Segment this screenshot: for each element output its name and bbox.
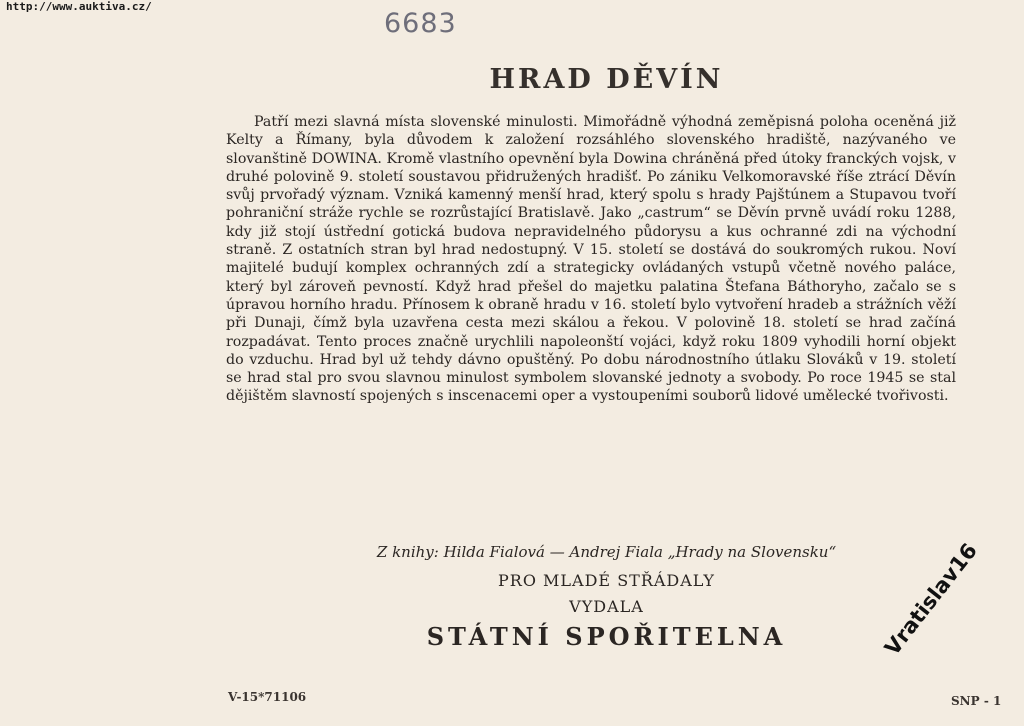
publisher-line-2: VYDALA: [569, 597, 644, 616]
seller-watermark: Vratislav16: [880, 538, 982, 660]
handwritten-number: 6683: [384, 8, 457, 39]
document-title: HRAD DĚVÍN: [489, 64, 724, 95]
document-body: Patří mezi slavná místa slovenské minulosti. Mimořádně výhodná zeměpisná poloha oceněná již Kelty a Římany, byla důvodem k založení rozsáhlého slovenského hradiště, nazývaného ve slovanštině DOWINA. Kromě vlastního opevnění byla Dowina chráněná před útoky franckých vojsk, v druhé polovině 9. století soustavou přidružených hradišť. Po zániku Velkomoravské říše ztrácí Děvín svůj prvořadý význam. Vzniká kamenný menší hrad, který spolu s hrady Pajštúnem a Stupavou tvoří pohraniční stráže rychle se rozrůstající Bratislavě. Jako „castrum“ se Děvín prvně uvádí roku 1288, kdy již stojí ústřední gotická budova nepravidelného půdorysu a kus ochranné zdi na východní straně. Z ostatních stran byl hrad nedostupný. V 15. století se dostává do soukromých rukou. Noví majitelé budují komplex ochranných zdí a strategicky ovládaných vstupů včetně nového paláce, který byl zároveň pevností. Když hrad přešel do majetku palatina Štefana Báthoryho, začalo se s úpravou horního hradu. Přínosem k obraně hradu v 16. století bylo vytvoření hradeb a strážních věží při Dunaji, čímž byla uzavřena cesta mezi skálou a řekou. V polovině 18. století se hrad začíná rozpadávat. Tento proces značně urychlili napoleonští vojáci, když roku 1809 vyhodili horní objekt do vzduchu. Hrad byl už tehdy dávno opuštěný. Po dobu národnostního útlaku Slováků v 19. století se hrad stal pro svou slavnou minulost symbolem slovanské jednoty a svobody. Po roce 1945 se stal dějištěm slavností spojených s inscenacemi oper a vystoupeními souborů lidové umělecké tvořivosti.: [226, 114, 956, 405]
publisher-name: STÁTNÍ SPOŘITELNA: [426, 622, 787, 651]
print-code-left: V-15*71106: [228, 690, 307, 704]
book-source: Z knihy: Hilda Fialová — Andrej Fiala „Hrady na Slovensku“: [376, 543, 837, 561]
publisher-line-1: PRO MLADÉ STŘÁDALY: [498, 571, 715, 590]
source-url: http://www.auktiva.cz/: [6, 0, 152, 13]
print-code-right: SNP - 1: [951, 694, 1002, 708]
